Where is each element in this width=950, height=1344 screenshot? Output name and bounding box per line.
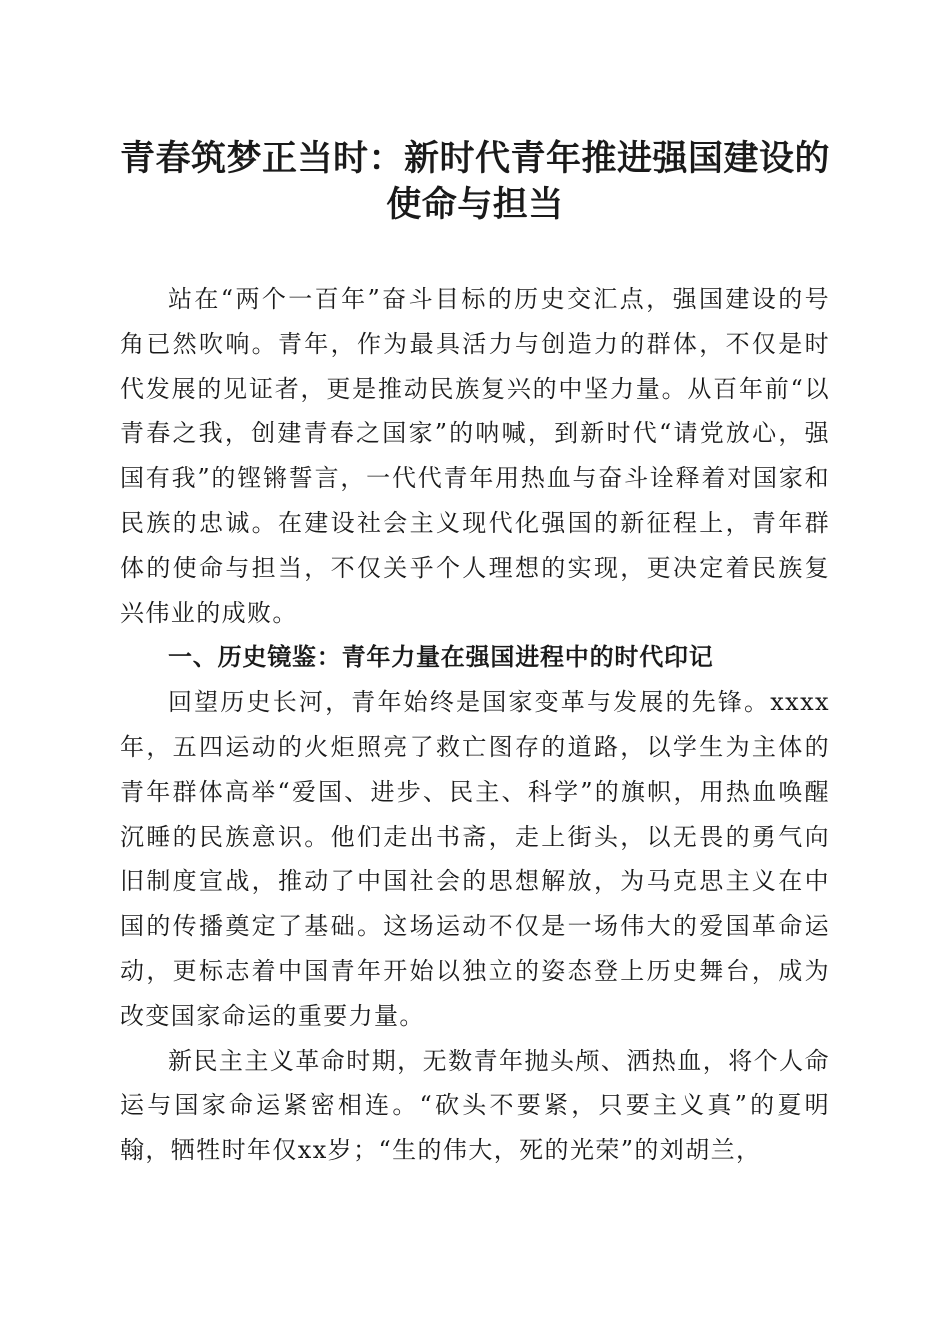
section-heading-1: 一、历史镜鉴：青年力量在强国进程中的时代印记 [168, 643, 714, 672]
section1-paragraph-2: 新民主主义革命时期，无数青年抛头颅、洒热血，将个人命运与国家命运紧密相连。“砍头不要紧，只要主义真”的夏明翰，牺牲时年仅xx岁；“生的伟大，死的光荣”的刘胡兰， [120, 1046, 830, 1165]
document-body [120, 277, 830, 1173]
document-title: 青春筑梦正当时：新时代青年推进强国建设的使命与担当 [119, 138, 830, 225]
intro-paragraph: 站在“两个一百年”奋斗目标的历史交汇点，强国建设的号角已然吹响。青年，作为最具活力与创造力的群体，不仅是时代发展的见证者，更是推动民族复兴的中坚力量。从百年前“以青春之我，创建青春之国家”的呐喊，到新时代“请党放心，强国有我”的铿锵誓言，一代代青年用热血与奋斗诠释着对国家和民族的忠诚。在建设社会主义现代化强国的新征程上，青年群体的使命与担当，不仅关乎个人理想的实现，更决定着民族复兴伟业的成败。 [120, 285, 830, 627]
section1-paragraph-1: 回望历史长河，青年始终是国家变革与发展的先锋。xxxx年，五四运动的火炬照亮了救亡图存的道路，以学生为主体的青年群体高举“爱国、进步、民主、科学”的旗帜，用热血唤醒沉睡的民族意识。他们走出书斋，走上街头，以无畏的勇气向旧制度宣战，推动了中国社会的思想解放，为马克思主义在中国的传播奠定了基础。这场运动不仅是一场伟大的爱国革命运动，更标志着中国青年开始以独立的姿态登上历史舞台，成为改变国家命运的重要力量。 [120, 688, 830, 1030]
